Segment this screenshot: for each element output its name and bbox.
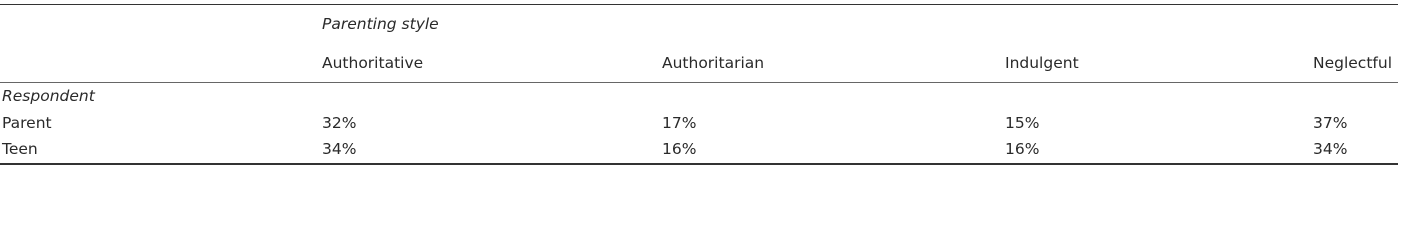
table-cell: 15%	[1005, 114, 1040, 132]
table-cell: 16%	[1005, 140, 1040, 158]
column-header-authoritative: Authoritative	[322, 54, 424, 72]
header-rule	[0, 82, 1398, 83]
row-label-teen: Teen	[2, 140, 38, 158]
column-header-authoritarian: Authoritarian	[662, 54, 765, 72]
top-rule	[0, 4, 1398, 5]
section-label-respondent: Respondent	[2, 87, 95, 105]
column-header-neglectful: Neglectful	[1313, 54, 1392, 72]
row-label-parent: Parent	[2, 114, 52, 132]
table-cell: 17%	[662, 114, 697, 132]
table-cell: 32%	[322, 114, 357, 132]
group-header-parenting-style: Parenting style	[322, 15, 439, 33]
column-header-indulgent: Indulgent	[1005, 54, 1079, 72]
table-cell: 37%	[1313, 114, 1348, 132]
table-cell: 34%	[1313, 140, 1348, 158]
bottom-rule	[0, 163, 1398, 165]
table-cell: 34%	[322, 140, 357, 158]
table-cell: 16%	[662, 140, 697, 158]
